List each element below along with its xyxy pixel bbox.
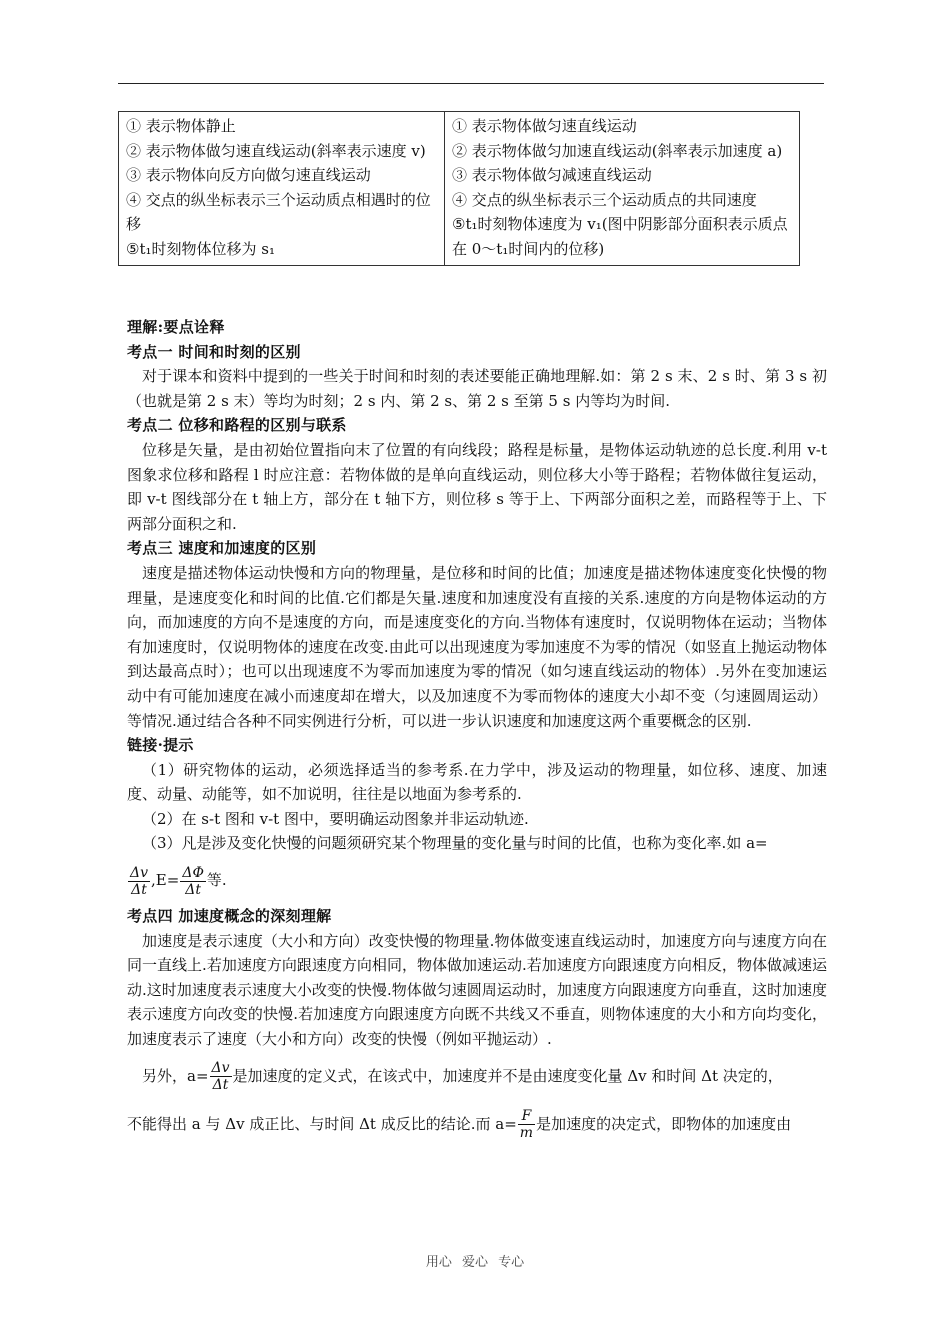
left-cell [119,112,445,266]
right-item-4: ④ 交点的纵坐标表示三个运动质点的共同速度 [452,190,757,209]
link-title: 链接·提示 [127,736,194,755]
frac-num: F [518,1108,535,1125]
k4-p3-a: 不能得出 a 与 Δv 成正比、与时间 Δt 成反比的结论.而 a= [127,1114,517,1133]
frac-den: Δt [212,1077,229,1094]
k4-title: 考点四 加速度概念的深刻理解 [127,907,332,926]
left-item-3: ③ 表示物体向反方向做匀速直线运动 [126,166,371,185]
frac-den: Δt [185,881,201,898]
k4-text: 加速度是表示速度（大小和方向）改变快慢的物理量.物体做变速直线运动时，加速度方向与速度方向在同一直线上.若加速度方向跟速度方向相同，物体做加速运动.若加速度方向跟速度方向相反，物体做减速运动.这时加速度表示速度大小改变的快慢.物体做匀速圆周运动时，加速度方向跟速度方向垂直，这时加速度表示速度方向改变的快慢.若加速度方向跟速度方向既不共线又不垂直，则物体速度的大小和方向均变化，加速度表示了速度（大小和方向）改变的快慢（例如平抛运动）. [127,931,827,1049]
k2-text: 位移是矢量，是由初始位置指向末了位置的有向线段；路程是标量，是物体运动轨迹的总长度.利用 v-t 图象求位移和路程 l 时应注意：若物体做的是单向直线运动，则位移大小等于路程；若物体做往复运动，即 v-t 图线部分在 t 轴上方，部分在 t 轴下方，则位移 s 等于上、下两部分面积之差，而路程等于上、下两部分面积之和. [127,440,827,533]
link-3-end: 等. [206,871,227,890]
frac-num: Δv [211,1060,230,1077]
table-row [119,112,800,266]
left-item-5: ⑤t₁时刻物体位移为 s₁ [126,239,275,258]
k4-p3-b: 是加速度的决定式，即物体的加速度由 [536,1114,792,1133]
link-item-2: （2）在 s-t 图和 v-t 图中，要明确运动图象并非运动轨迹. [142,809,529,828]
page-footer: 用心 爱心 专心 [425,1255,525,1270]
header-rule [118,83,824,84]
link-item-1: （1）研究物体的运动，必须选择适当的参考系.在力学中，涉及运动的物理量，如位移、速度、加速度、动量、动能等，如不加说明，往往是以地面为参考系的. [127,760,827,804]
fraction-f-m [518,1108,535,1141]
right-cell [445,112,800,266]
link-item-3-formula [127,856,827,904]
frac-den: Δt [131,881,147,898]
fraction-dphi-dt [180,865,206,898]
main-content [127,315,827,1148]
frac-num: Δv [130,864,149,881]
k3-text: 速度是描述物体运动快慢和方向的物理量，是位移和时间的比值；加速度是描述物体速度变化快慢的物理量，是速度变化和时间的比值.它们都是矢量.速度和加速度没有直接的关系.速度的方向是物体运动的方向，而加速度的方向不是速度的方向，而是速度变化的方向.当物体有速度时，仅说明物体在运动；当物体有加速度时，仅说明物体的速度在改变.由此可以出现速度为零加速度不为零的情况（如竖直上抛运动物体到达最高点时）；也可以出现速度不为零而加速度为零的情况（如匀速直线运动的物体）.另外在变加速运动中有可能加速度在减小而速度却在增大，以及加速度不为零而物体的速度大小却不变（匀速圆周运动）等情况.通过结合各种不同实例进行分析，可以进一步认识速度和加速度这两个重要概念的区别. [127,563,827,730]
k2-title: 考点二 位移和路程的区别与联系 [127,416,347,435]
k4-definition [127,1052,827,1100]
k4-decision [127,1100,827,1148]
right-item-2: ② 表示物体做匀加速直线运动(斜率表示加速度 a) [452,141,783,160]
k1-title: 考点一 时间和时刻的区别 [127,342,301,361]
link-item-3 [127,831,827,856]
k4-p2-b: 是加速度的定义式，在该式中，加速度并不是由速度变化量 Δv 和时间 Δt 决定的， [232,1066,783,1085]
left-item-2: ② 表示物体做匀速直线运动(斜率表示速度 v) [126,141,426,160]
left-item-1: ① 表示物体静止 [126,117,236,135]
comparison-table [118,111,800,266]
k3-title: 考点三 速度和加速度的区别 [127,539,317,558]
link-3-text: （3）凡是涉及变化快慢的问题须研究某个物理量的变化量与时间的比值，也称为变化率.如 a= [142,834,768,853]
k1-text: 对于课本和资料中提到的一些关于时间和时刻的表述要能正确地理解.如：第 2 s 末、2 s 时、第 3 s 初（也就是第 2 s 末）等均为时刻；2 s 内、第 2 s、第 2 s 至第 5 s 内等均为时间. [127,367,827,410]
fraction-dv-dt [128,865,150,898]
k4-p2-a: 另外，a= [142,1066,209,1085]
understanding-title: 理解:要点诠释 [127,318,225,336]
fraction-dv-dt [210,1060,232,1093]
frac-den: m [519,1125,534,1142]
right-item-3: ③ 表示物体做匀减速直线运动 [452,166,652,185]
left-item-4: ④ 交点的纵坐标表示三个运动质点相遇时的位移 [126,190,431,234]
link-3-mid: ,E= [151,871,180,890]
right-item-1: ① 表示物体做匀速直线运动 [452,117,637,135]
right-item-5: ⑤t₁时刻物体速度为 v₁(图中阴影部分面积表示质点在 0～t₁时间内的位移) [452,215,788,258]
frac-num: ΔΦ [182,864,204,881]
